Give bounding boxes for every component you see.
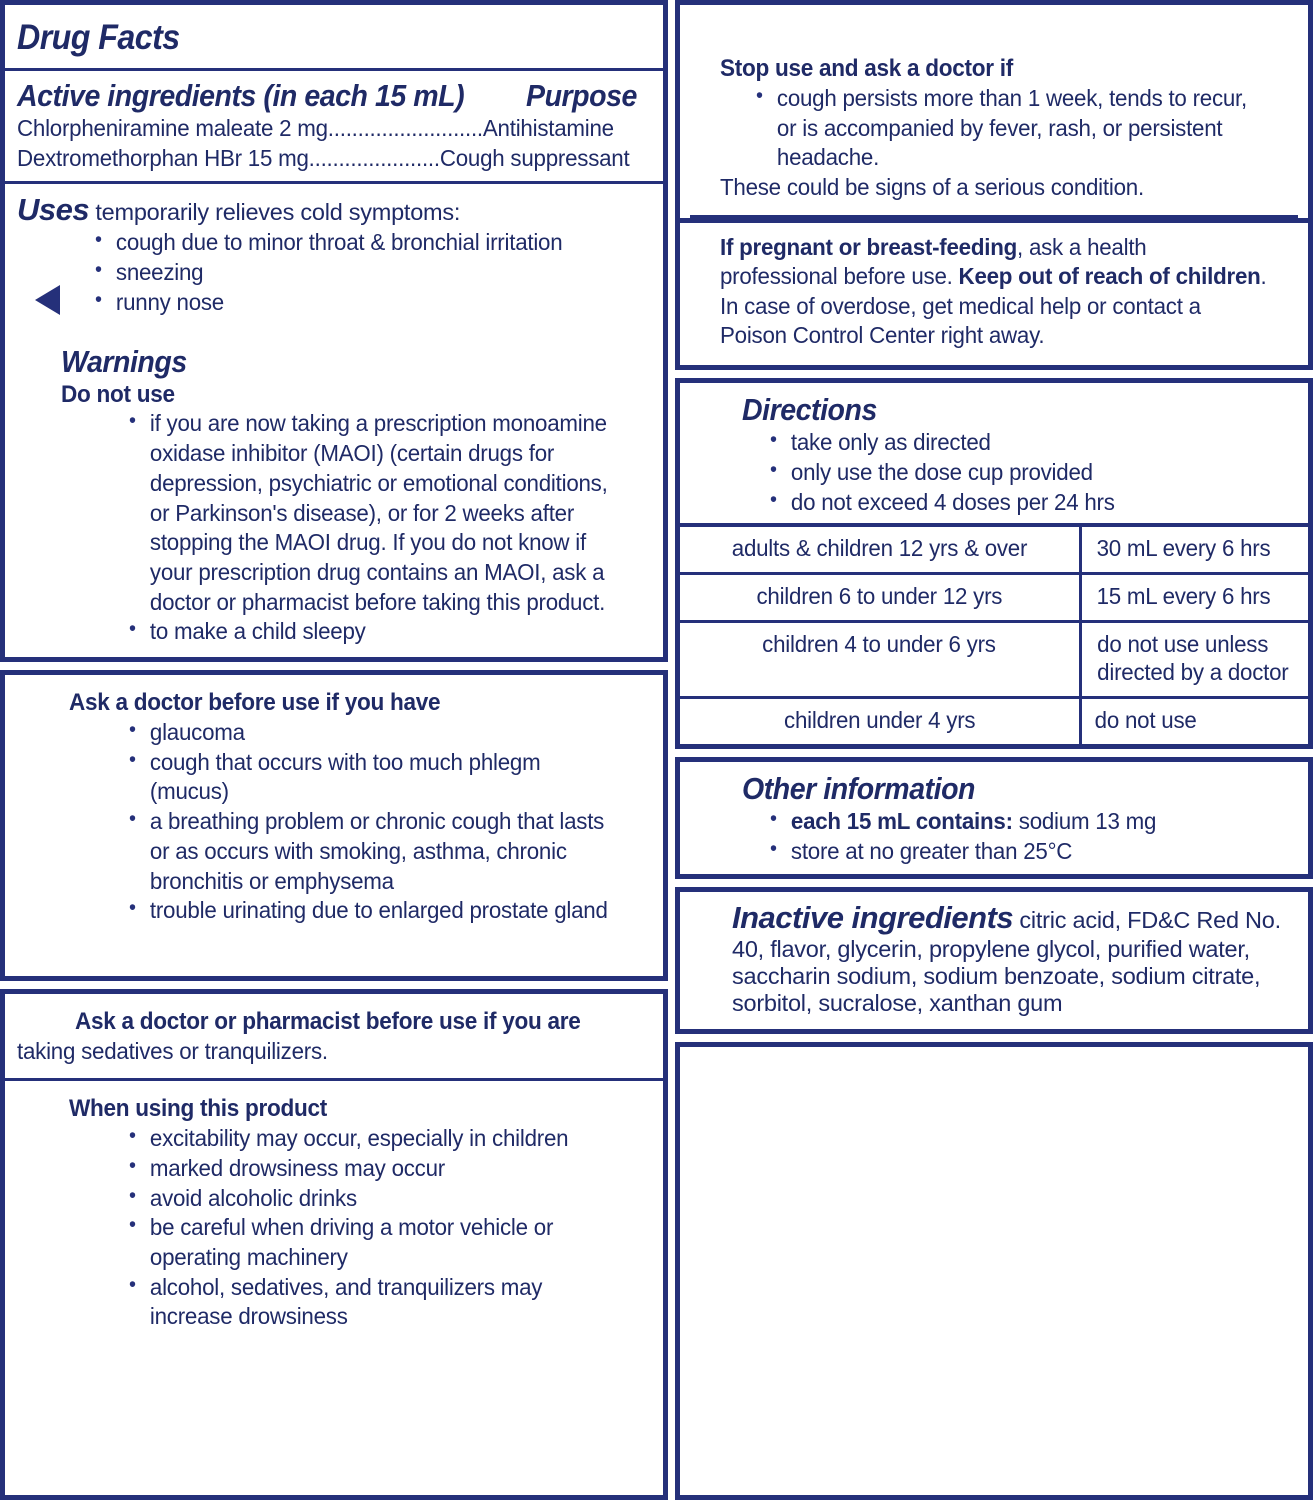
panel-empty-bottom — [675, 1042, 1313, 1500]
divider — [690, 215, 1298, 218]
inactive-ingredients-heading: Inactive ingredients — [732, 900, 1014, 936]
ingredient-name: Chlorpheniramine maleate 2 mg — [17, 115, 328, 142]
age-group-value: children 6 to under 12 yrs — [756, 583, 1003, 609]
uses-heading-line — [17, 192, 651, 228]
uses-list — [95, 228, 651, 317]
ingredient-purpose: Antihistamine — [482, 115, 614, 142]
list-item: • only use the dose cup provided — [770, 458, 1270, 488]
table-row — [680, 527, 1308, 573]
pregnancy-bold-1: If pregnant or breast-feeding — [720, 233, 1018, 260]
uses-subtext: temporarily relieves cold symptoms: — [89, 199, 461, 226]
ask-doctor-section — [5, 675, 663, 976]
pregnancy-bold-2: Keep out of reach of children — [958, 263, 1261, 290]
table-cell-age — [680, 574, 1080, 622]
list-item — [770, 837, 1270, 867]
dosage-table — [680, 527, 1308, 743]
list-item: • a breathing problem or chronic cough that lasts or as occurs with smoking, asthma, chronic bronchitis or emphysema — [129, 807, 625, 896]
list-item: • cough due to minor throat & bronchial irritation — [95, 228, 623, 258]
ask-pharmacist-section — [5, 994, 663, 1078]
active-ingredients-headings — [17, 77, 651, 114]
inactive-ingredients-section — [680, 892, 1308, 1029]
ask-pharmacist-heading: Ask a doctor or pharmacist before use if you are — [75, 1007, 581, 1035]
age-group-value: children under 4 yrs — [783, 706, 975, 733]
drug-facts-title-section — [5, 5, 663, 68]
directions-section — [680, 383, 1308, 523]
uses-heading: Uses — [17, 192, 90, 228]
right-column — [675, 0, 1313, 1500]
list-item: • if you are now taking a prescription monoamine oxidase inhibitor (MAOI) (certain drugs for depression, psychiatric or emotional conditions, or Parkinson's disease), or for 2 weeks after stopping the MAOI drug. If you do not know if your prescription drug contains an MAOI, ask a doctor or pharmacist before taking this product. — [129, 409, 625, 617]
list-item: • avoid alcoholic drinks — [129, 1184, 625, 1214]
list-item: • sneezing — [95, 258, 623, 288]
list-item: • excitability may occur, especially in children — [129, 1124, 625, 1154]
dose-value: do not use — [1094, 706, 1197, 733]
list-item: • runny nose — [95, 288, 623, 318]
directions-list — [770, 428, 1296, 517]
left-pointer-triangle-icon — [35, 285, 60, 315]
stop-use-list — [756, 84, 1296, 173]
when-using-section — [5, 1081, 663, 1338]
table-cell-dose — [1080, 621, 1308, 697]
panel-ask-doctor — [0, 670, 668, 981]
panel-inactive-ingredients — [675, 887, 1313, 1034]
table-row — [680, 697, 1308, 743]
when-using-heading: When using this product — [69, 1095, 327, 1123]
dose-value: 30 mL every 6 hrs — [1096, 535, 1270, 562]
pregnancy-section — [680, 223, 1308, 365]
age-group-value: children 4 to under 6 yrs — [762, 630, 997, 657]
directions-heading: Directions — [742, 392, 877, 427]
leader-dots: ...................... — [308, 144, 440, 171]
other-information-list — [770, 807, 1296, 866]
storage-value: store at no greater than 25°C — [790, 837, 1073, 864]
pregnancy-text-1: , ask a health professional before use. — [720, 233, 1147, 290]
list-item: • be careful when driving a motor vehicle or operating machinery — [129, 1213, 625, 1272]
list-item — [770, 807, 1270, 837]
stop-use-section — [680, 5, 1308, 207]
page-title: Drug Facts — [17, 18, 180, 57]
inactive-ingredients-list: citric acid, FD&C Red No. 40, flavor, glycerin, propylene glycol, purified water, saccharin sodium, sodium benzoate, sodium citrate, sorbitol, sucralose, xanthan gum — [732, 907, 1281, 1017]
panel-when-using — [0, 989, 668, 1500]
do-not-use-list — [129, 409, 651, 647]
ask-pharmacist-body: taking sedatives or tranquilizers. — [17, 1037, 328, 1064]
ask-doctor-heading: Ask a doctor before use if you have — [69, 689, 441, 717]
table-row — [680, 621, 1308, 697]
other-information-heading: Other information — [742, 770, 976, 806]
table-cell-age — [680, 697, 1080, 743]
warnings-section — [5, 321, 663, 657]
panel-empty-space — [5, 1338, 663, 1495]
panel-other-information — [675, 757, 1313, 880]
active-ingredients-heading: Active ingredients (in each 15 mL) — [17, 78, 465, 114]
list-item: • cough that occurs with too much phlegm (mucus) — [129, 748, 625, 807]
uses-section — [5, 184, 663, 321]
list-item: • cough persists more than 1 week, tends to recur, or is accompanied by fever, rash, or persistent headache. — [756, 84, 1269, 173]
ingredient-name: Dextromethorphan HBr 15 mg — [17, 144, 309, 171]
ingredient-purpose: Cough suppressant — [439, 144, 630, 171]
other-information-section — [680, 762, 1308, 875]
panel-primary-left — [0, 0, 668, 662]
dose-value: 15 mL every 6 hrs — [1096, 583, 1270, 609]
dose-value: do not use unless directed by a doctor — [1096, 630, 1288, 686]
when-using-list — [129, 1124, 651, 1332]
list-item: • marked drowsiness may occur — [129, 1154, 625, 1184]
stop-use-heading: Stop use and ask a doctor if — [720, 55, 1013, 82]
warnings-heading: Warnings — [61, 344, 187, 380]
table-cell-dose — [1080, 697, 1308, 743]
contains-label: each 15 mL contains: — [790, 807, 1013, 834]
list-item: • take only as directed — [770, 428, 1270, 458]
panel-stop-use — [675, 0, 1313, 223]
inactive-ingredients-text — [732, 900, 1296, 1017]
active-ingredient-row — [17, 114, 619, 143]
contains-value: sodium 13 mg — [1012, 807, 1157, 834]
table-cell-dose — [1080, 527, 1308, 573]
list-item: • trouble urinating due to enlarged prostate gland — [129, 896, 625, 926]
pregnancy-text-2: . In case of overdose, get medical help or contact a Poison Control Center right away. — [720, 263, 1267, 349]
active-ingredients-section — [5, 71, 663, 181]
leader-dots: .......................... — [327, 115, 483, 142]
table-cell-age — [680, 527, 1080, 573]
list-item: • alcohol, sedatives, and tranquilizers may increase drowsiness — [129, 1273, 625, 1332]
table-row — [680, 574, 1308, 622]
do-not-use-heading: Do not use — [61, 380, 175, 408]
ask-doctor-list — [129, 718, 651, 926]
table-cell-dose — [1080, 574, 1308, 622]
pregnancy-text — [720, 233, 1267, 351]
stop-use-footer: These could be signs of a serious condition. — [720, 173, 1144, 200]
age-group-value: adults & children 12 yrs & over — [731, 535, 1027, 562]
list-item: • do not exceed 4 doses per 24 hrs — [770, 488, 1270, 518]
panel-pregnancy — [675, 223, 1313, 370]
panel-directions — [675, 378, 1313, 749]
list-item: • glaucoma — [129, 718, 625, 748]
purpose-heading: Purpose — [526, 78, 638, 114]
active-ingredient-row — [17, 144, 630, 173]
list-item: • to make a child sleepy — [129, 617, 625, 647]
table-cell-age — [680, 621, 1080, 697]
